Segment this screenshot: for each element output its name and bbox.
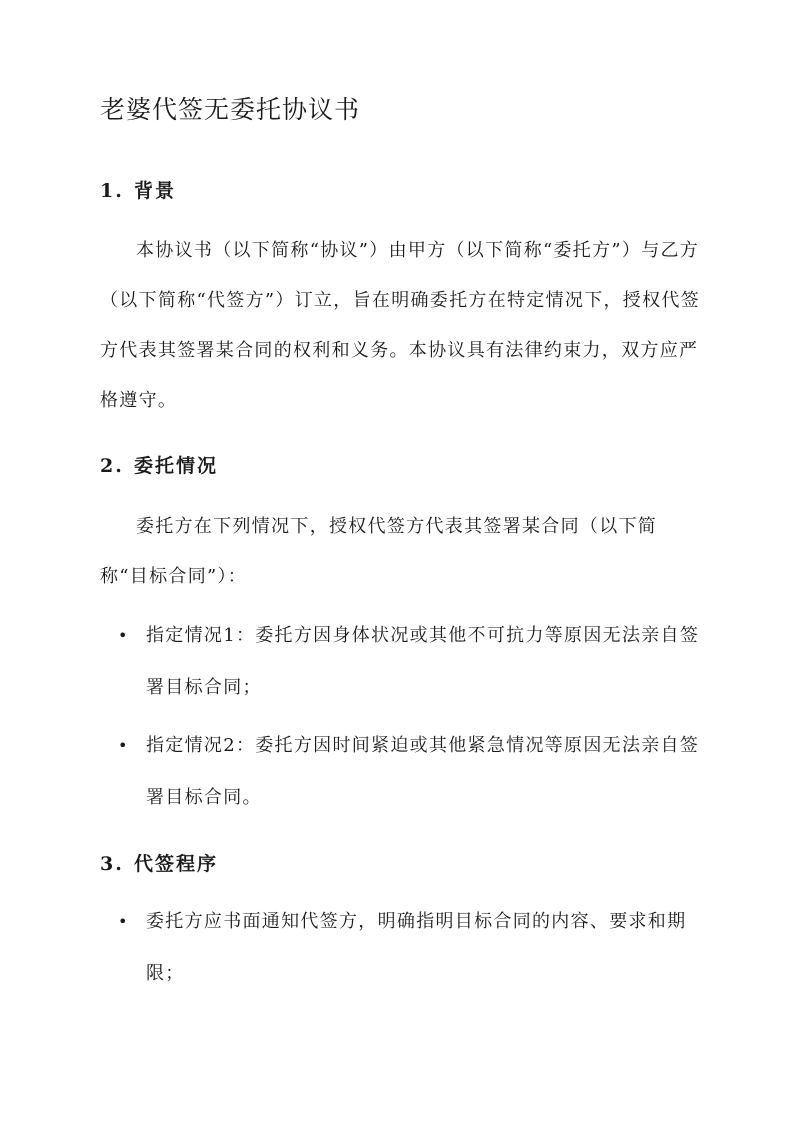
section-heading-delegation xyxy=(100,451,218,478)
section-number: 1. xyxy=(100,180,124,202)
bullet-icon: • xyxy=(118,626,129,645)
section-number: 3. xyxy=(100,853,124,875)
section-heading-procedure xyxy=(100,849,218,876)
list-item-text: 指定情况1：委托方因身体状况或其他不可抗力等原因无法亲自签署目标合同； xyxy=(146,625,700,698)
background-paragraph: 本协议书（以下简称“协议”）由甲方（以下简称“委托方”）与乙方（以下简称“代签方”）订立，旨在明确委托方在特定情况下，授权代签方代表其签署某合同的权利和义务。本协议具有法律约束力，双方应严格遵守。 xyxy=(100,240,701,411)
list-item xyxy=(118,610,700,714)
document-title: 老婆代签无委托协议书 xyxy=(100,95,361,124)
section-title: 背景 xyxy=(134,180,177,202)
section-title: 委托情况 xyxy=(134,455,219,477)
bullet-icon: • xyxy=(118,912,129,931)
list-item-text: 委托方应书面通知代签方，明确指明目标合同的内容、要求和期限； xyxy=(146,911,687,984)
section-number: 2. xyxy=(100,455,124,477)
list-item xyxy=(118,896,700,1000)
section-heading-background xyxy=(100,176,176,203)
section-title: 代签程序 xyxy=(134,853,219,875)
list-item xyxy=(118,720,700,824)
bullet-icon: • xyxy=(118,736,129,755)
delegation-paragraph: 委托方在下列情况下，授权代签方代表其签署某合同（以下简称“目标合同”）： xyxy=(100,516,658,587)
list-item-text: 指定情况2：委托方因时间紧迫或其他紧急情况等原因无法亲自签署目标合同。 xyxy=(146,735,700,808)
